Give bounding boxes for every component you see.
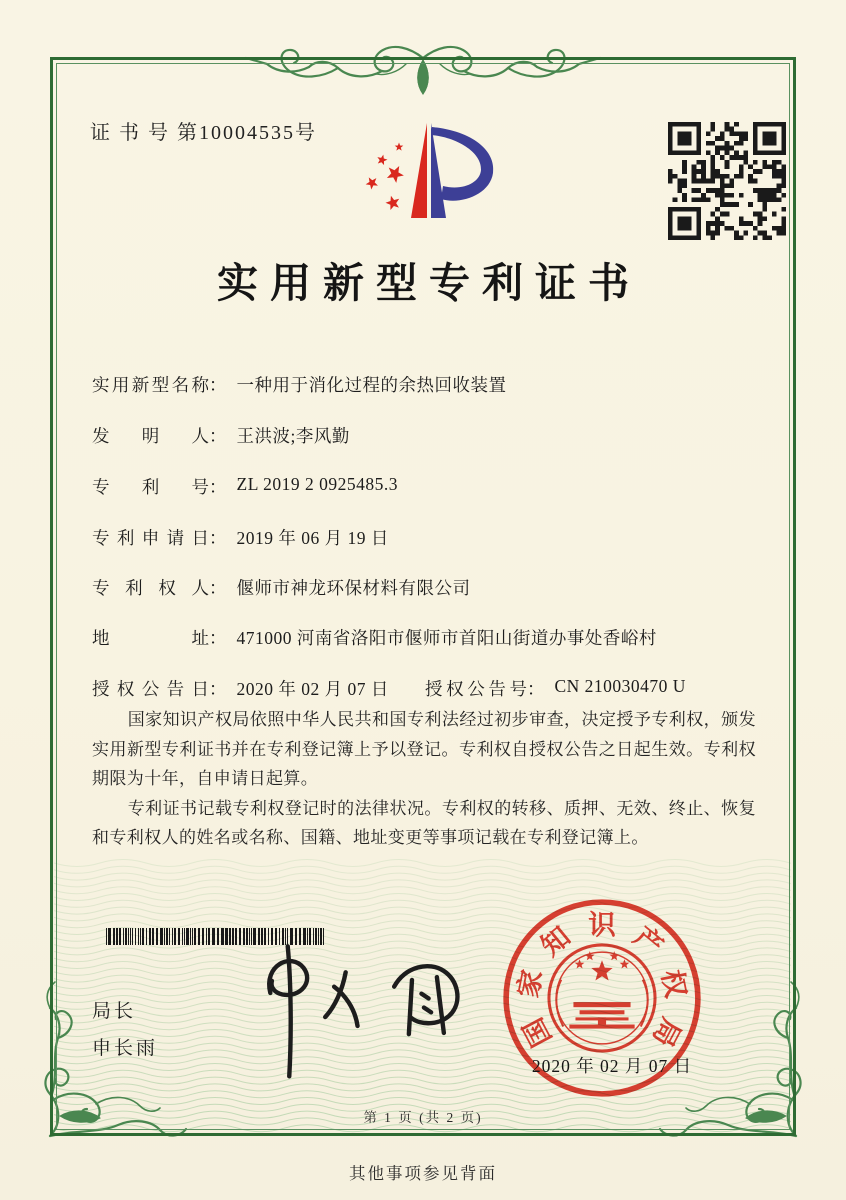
qr-code	[668, 122, 786, 240]
field-row-address	[92, 625, 772, 650]
field-colon: ：	[209, 528, 227, 548]
field-label: 授权公告号	[425, 679, 527, 699]
seal-date: 2020 年 02 月 07 日	[531, 1056, 693, 1076]
field-value: 偃师市神龙环保材料有限公司	[236, 578, 471, 598]
field-row-inventor	[92, 423, 772, 448]
svg-text:产: 产	[628, 920, 669, 962]
field-row-patent-no	[92, 474, 772, 499]
field-value: 一种用于消化过程的余热回收装置	[236, 375, 507, 395]
field-row-name	[92, 372, 772, 397]
svg-text:国: 国	[516, 1013, 558, 1052]
field-label: 专利申请日	[92, 528, 209, 548]
field-row-patentee	[92, 575, 772, 600]
field-label: 授权公告日	[92, 679, 209, 699]
field-label: 专利号	[92, 477, 209, 497]
field-value: 471000 河南省洛阳市偃师市首阳山街道办事处香峪村	[236, 628, 657, 648]
field-colon: ：	[209, 375, 227, 395]
field-colon: ：	[527, 679, 545, 699]
field-row-filing-date	[92, 525, 772, 550]
field-colon: ：	[209, 426, 227, 446]
legal-paragraph-2: 专利证书记载专利权登记时的法律状况。专利权的转移、质押、无效、终止、恢复和专利权人的姓名或名称、国籍、地址变更等事项记载在专利登记簿上。	[92, 798, 756, 847]
svg-text:权: 权	[656, 967, 692, 1001]
legal-paragraph-1: 国家知识产权局依照中华人民共和国专利法经过初步审查，决定授予专利权，颁发实用新型专利证书并在专利登记簿上予以登记。专利权自授权公告之日起生效。专利权期限为十年，自申请日起算。	[92, 710, 756, 788]
field-value: CN 210030470 U	[554, 676, 686, 696]
certificate-number: 证 书 号 第10004535号	[90, 122, 317, 144]
svg-text:知: 知	[535, 920, 576, 962]
field-colon: ：	[209, 679, 227, 699]
field-label: 实用新型名称	[92, 375, 209, 395]
field-label: 发明人	[92, 426, 209, 446]
field-value: 王洪波;李风勤	[236, 426, 350, 446]
back-side-note: 其他事项参见背面	[349, 1164, 497, 1183]
cnipa-logo-icon	[343, 105, 515, 235]
signer-title: 局长	[92, 1001, 137, 1022]
certificate-title: 实用新型专利证书	[217, 260, 641, 306]
page-number: 第 1 页 (共 2 页)	[363, 1110, 483, 1125]
field-value: 2019 年 06 月 19 日	[236, 528, 389, 548]
field-value: ZL 2019 2 0925485.3	[236, 474, 398, 494]
svg-text:识: 识	[588, 909, 616, 941]
svg-text:家: 家	[512, 967, 548, 1001]
field-row-grant-number	[425, 676, 785, 701]
legal-text	[92, 705, 756, 853]
signature-handwritten	[233, 934, 478, 1087]
field-colon: ：	[209, 477, 227, 497]
field-label: 地址	[92, 628, 209, 648]
svg-text:局: 局	[646, 1013, 688, 1052]
field-colon: ：	[209, 628, 227, 648]
field-label: 专利权人	[92, 578, 209, 598]
field-colon: ：	[209, 578, 227, 598]
field-value: 2020 年 02 月 07 日	[236, 679, 389, 699]
signer-name: 申长雨	[92, 1038, 159, 1059]
